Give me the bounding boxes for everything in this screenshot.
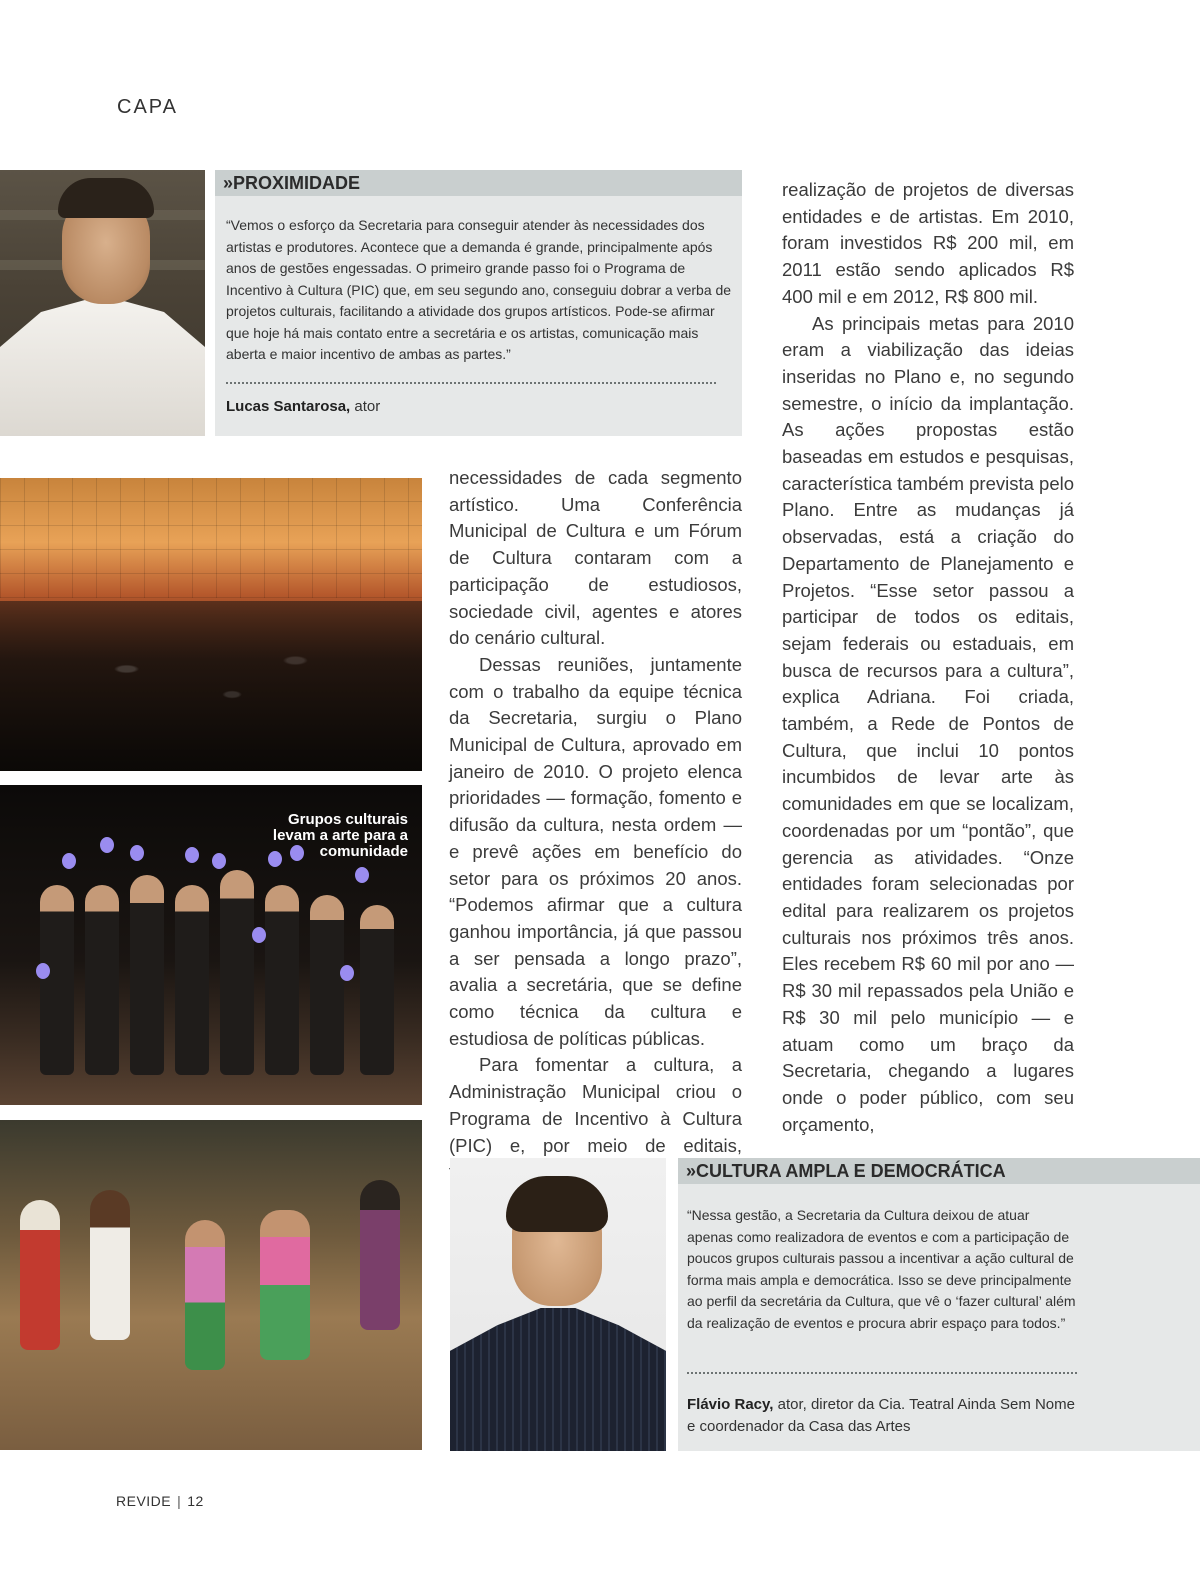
- quote-author: [226, 396, 380, 418]
- author-name: Lucas Santarosa,: [226, 398, 351, 415]
- glove-shape: [130, 845, 144, 861]
- photo-caption: Grupos culturais levam a arte para a comunidade: [272, 811, 408, 860]
- author-role: ator: [354, 398, 381, 415]
- dancer-figure: [185, 1220, 225, 1370]
- glove-shape: [62, 853, 76, 869]
- quote-title: »PROXIMIDADE: [215, 170, 742, 196]
- portrait-hair: [506, 1176, 608, 1232]
- dancer-figure: [20, 1200, 60, 1350]
- dancer-figure: [220, 870, 254, 1075]
- portrait-hair: [58, 178, 154, 218]
- photo-lucas-santarosa: [0, 170, 205, 436]
- dancer-figure: [90, 1190, 130, 1340]
- article-paragraph: As principais metas para 2010 eram a viabilização das ideias inseridas no Plano e, no segundo semestre, o início da implantação. As ações propostas estão baseadas em estudos e pesquisas, característica também prevista pelo Plano. Entre as mudanças já observadas, está a criação do Departamento de Planejamento e Projetos. “Esse setor passou a participar de todos os editais, sejam federais ou estaduais, em busca de recursos para a cultura”, explica Adriana. Foi criada, também, a Rede de Pontos de Cultura, que inclui 10 pontos incumbidos de levar arte às comunidades em que se localizam, coordenadas por um “pontão”, que gerencia as atividades. “Onze entidades foram selecionadas por edital para realizarem os projetos culturais nos próximos três anos. Eles recebem R$ 60 mil por ano — R$ 30 mil repassados pela União e R$ 30 mil pelo município — e atuam como um braço da Secretaria, chegando a lugares onde o poder público, com seu orçamento,: [782, 312, 1075, 1135]
- stage-wall: [0, 478, 422, 598]
- page-number: 12: [187, 1493, 204, 1509]
- quote-box-cultura-ampla: [678, 1158, 1200, 1451]
- magazine-name: REVIDE: [116, 1493, 172, 1509]
- article-paragraph: Para fomentar a cultura, a Administração Municipal criou o Programa de Incentivo à Cultura (PIC) e, por meio de editais,: [449, 1054, 742, 1156]
- quote-text: “Nessa gestão, a Secretaria da Cultura deixou de atuar apenas como realizadora de eventos e com a participação de poucos grupos culturais passou a incentivar a ação cultural de forma mais ampla e democrática. Isso se deve principalmente ao perfil da secretária da Cultura, que vê o ‘fazer cultural’ além da realização de eventos e procura abrir espaço para todos.”: [687, 1207, 1076, 1331]
- section-label: CAPA: [117, 96, 178, 118]
- dancer-figure: [265, 885, 299, 1075]
- quote-title: »CULTURA AMPLA E DEMOCRÁTICA: [678, 1158, 1200, 1184]
- photo-orchestra: [0, 478, 422, 771]
- quote-author: [687, 1394, 1087, 1438]
- article-paragraph: Dessas reuniões, juntamente com o trabalho da equipe técnica da Secretaria, surgiu o Plano Municipal de Cultura, aprovado em janeiro de 2010. O projeto elenca prioridades — formação, fomento e difusão da cultura, nesta ordem — e prevê ações em benefício do setor para os próximos 20 anos. “Podemos afirmar que a cultura ganhou importância, já que passou a ser pensada a longo prazo”, avalia a secretária, que se define como técnica da cultura e estudiosa de políticas públicas.: [449, 653, 742, 1049]
- dancer-figure: [130, 875, 164, 1075]
- article-column-1: [449, 465, 742, 1186]
- portrait-shirt: [0, 298, 205, 436]
- glove-shape: [185, 847, 199, 863]
- quote-box-proximidade: [215, 170, 742, 436]
- photo-flavio-racy: [450, 1158, 666, 1451]
- dotted-divider: [687, 1372, 1077, 1374]
- photo-folk-dance: [0, 1120, 422, 1450]
- article-paragraph: necessidades de cada segmento artístico. Uma Conferência Municipal de Cultura e um Fórum de Cultura contaram com a participação de estudiosos, sociedade civil, agentes e atores do cenário cultural.: [449, 467, 742, 649]
- portrait-shirt: [450, 1308, 666, 1451]
- dotted-divider: [226, 382, 716, 384]
- dancer-figure: [310, 895, 344, 1075]
- dancer-figure: [40, 885, 74, 1075]
- glove-shape: [212, 853, 226, 869]
- glove-shape: [100, 837, 114, 853]
- dancer-figure: [175, 885, 209, 1075]
- glove-shape: [340, 965, 354, 981]
- dancer-figure: [360, 905, 394, 1075]
- page-footer: [116, 1493, 204, 1509]
- footer-separator: |: [177, 1493, 182, 1509]
- author-name: Flávio Racy,: [687, 1396, 774, 1413]
- glove-shape: [252, 927, 266, 943]
- article-paragraph: realização de projetos de diversas entidades e de artistas. Em 2010, foram investidos R$ 200 mil, em 2011 estão sendo aplicados R$ 400 mil e em 2012, R$ 800 mil.: [782, 179, 1074, 307]
- author-role: ator, diretor da Cia. Teatral Ainda Sem Nome e coordenador da Casa das Artes: [687, 1396, 1075, 1435]
- quote-text: “Vemos o esforço da Secretaria para conseguir atender às necessidades dos artistas e produtores. Acontece que a demanda é grande, principalmente após anos de gestões engessadas. O primeiro grande passo foi o Programa de Incentivo à Cultura (PIC) que, em seu segundo ano, conseguiu dobrar a verba de projetos culturais, facilitando a atividade dos grupos artísticos. Pode-se afirmar que hoje há mais contato entre a secretária e os artistas, comunicação mais aberta e maior incentivo de ambas as partes.”: [226, 217, 732, 362]
- orchestra-players: [0, 601, 422, 771]
- glove-shape: [36, 963, 50, 979]
- glove-shape: [355, 867, 369, 883]
- article-column-2: [782, 177, 1074, 1138]
- dancer-figure: [85, 885, 119, 1075]
- dancer-figure: [260, 1210, 310, 1360]
- dancer-figure: [360, 1180, 400, 1330]
